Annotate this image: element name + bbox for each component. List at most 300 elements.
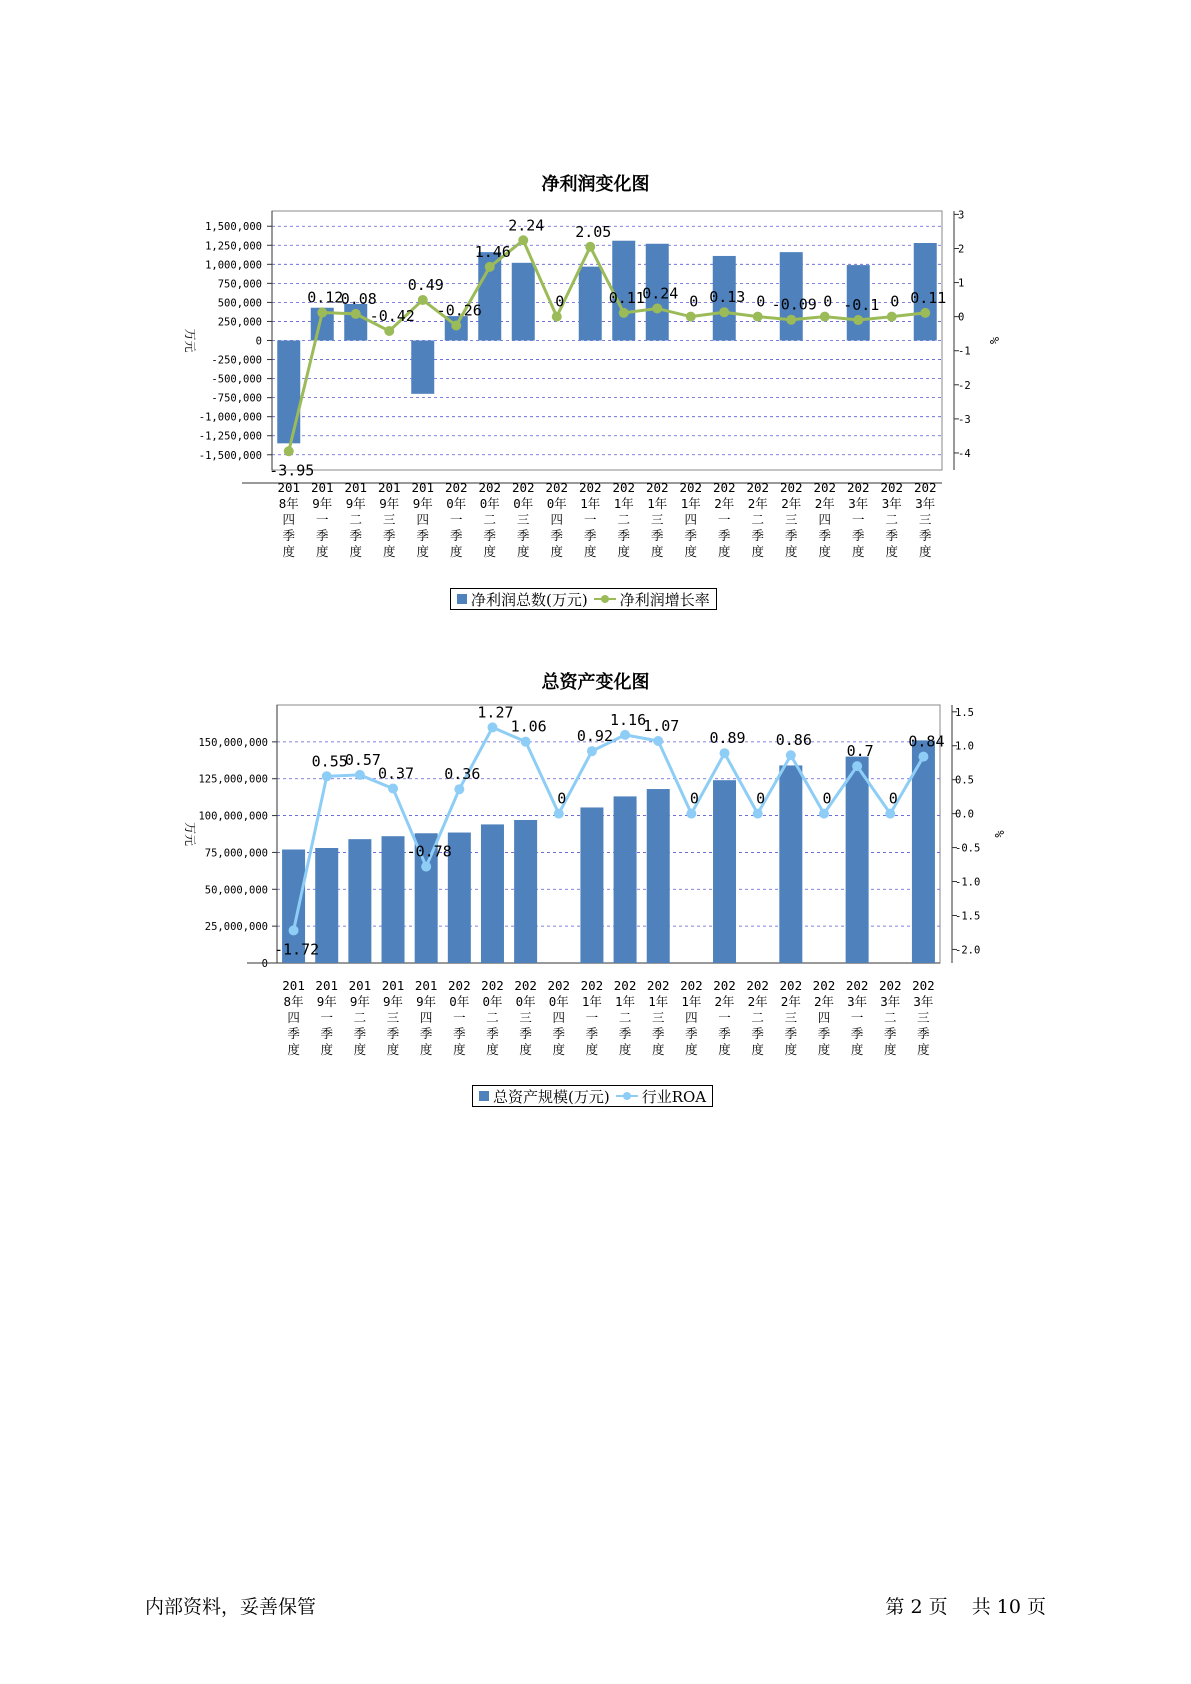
- category-tick-label: 季: [552, 1026, 566, 1041]
- data-label: 0: [890, 292, 900, 311]
- category-tick-label: 季: [519, 1026, 532, 1041]
- category-tick-label: 三: [784, 1010, 798, 1025]
- data-label: 0: [756, 292, 766, 311]
- category-tick-label: 202: [645, 480, 669, 495]
- category-tick-label: 四: [419, 1010, 433, 1025]
- data-label: 2.24: [508, 216, 545, 235]
- category-tick-label: 3年: [913, 994, 934, 1009]
- left-axis-tick-label: 50,000,000: [204, 884, 268, 897]
- data-label: 1.16: [610, 710, 647, 729]
- line-point: [585, 242, 595, 252]
- line-point: [653, 736, 663, 746]
- category-tick-label: 度: [583, 544, 597, 559]
- right-axis-tick-label: 0: [958, 311, 965, 324]
- category-tick-label: 季: [850, 1026, 864, 1041]
- data-label: 0: [823, 292, 833, 311]
- line-point: [587, 746, 597, 756]
- category-tick-label: 度: [651, 1042, 665, 1057]
- category-tick-label: 202: [580, 978, 604, 993]
- bar: [512, 263, 535, 341]
- footer-right: 第 2 页 共 10 页: [885, 1596, 1046, 1618]
- category-tick-label: 三: [516, 512, 530, 527]
- category-tick-label: 四: [685, 1010, 698, 1025]
- category-tick-label: 季: [618, 1026, 632, 1041]
- legend-line-swatch: [616, 1091, 638, 1101]
- category-tick-label: 一: [850, 1010, 864, 1025]
- category-tick-label: 季: [416, 528, 430, 543]
- category-tick-label: 三: [918, 512, 932, 527]
- category-tick-label: 一: [851, 512, 865, 527]
- line-point: [322, 771, 332, 781]
- category-tick-label: 三: [784, 512, 798, 527]
- data-label: 0: [689, 292, 699, 311]
- category-tick-label: 季: [650, 528, 664, 543]
- category-tick-label: 二: [349, 512, 363, 527]
- category-tick-label: 9年: [379, 496, 400, 511]
- line-point: [518, 235, 528, 245]
- right-axis-tick-label: 0.0: [955, 808, 974, 821]
- category-tick-label: 0年: [479, 496, 500, 511]
- category-tick-label: 202: [713, 978, 736, 993]
- footer-left: 内部资料，妥善保管: [145, 1596, 317, 1618]
- line-point: [418, 295, 428, 305]
- data-label: 0.08: [340, 289, 377, 308]
- data-label: 0: [557, 789, 567, 808]
- right-axis-tick-label: -1.0: [955, 876, 981, 889]
- bar: [382, 836, 405, 963]
- category-tick-label: 二: [884, 1010, 897, 1025]
- bar: [846, 757, 869, 963]
- right-axis-tick-label: -2.0: [955, 944, 981, 957]
- category-tick-label: 202: [613, 978, 637, 993]
- category-tick-label: 度: [486, 1042, 499, 1057]
- category-tick-label: 9年: [416, 994, 437, 1009]
- category-tick-label: 度: [552, 1042, 566, 1057]
- bar: [411, 341, 434, 394]
- category-tick-label: 季: [751, 528, 765, 543]
- total-assets-chart: [0, 700, 1191, 1100]
- right-axis-tick-label: -1.5: [955, 910, 981, 923]
- category-tick-label: 201: [414, 978, 438, 993]
- line-point: [686, 312, 696, 322]
- data-label: 2.05: [575, 222, 612, 241]
- category-tick-label: 度: [817, 1042, 831, 1057]
- category-tick-label: 一: [718, 1010, 731, 1025]
- category-tick-label: 季: [287, 1026, 300, 1041]
- left-axis-tick-label: 1,500,000: [205, 221, 262, 234]
- category-tick-label: 0年: [482, 994, 503, 1009]
- right-axis-tick-label: 1: [958, 277, 965, 290]
- category-tick-label: 三: [519, 1010, 532, 1025]
- category-tick-label: 二: [751, 1010, 764, 1025]
- category-tick-label: 度: [885, 544, 899, 559]
- line-point: [351, 309, 361, 319]
- left-axis-tick-label: 25,000,000: [204, 921, 268, 934]
- category-tick-label: 一: [315, 512, 329, 527]
- category-tick-label: 度: [784, 1042, 798, 1057]
- legend-bar-swatch: [479, 1091, 489, 1101]
- right-axis-tick-label: -4: [958, 447, 971, 460]
- category-tick-label: 3年: [915, 496, 936, 511]
- category-tick-label: 度: [684, 544, 698, 559]
- category-tick-label: 一: [717, 512, 731, 527]
- line-point: [284, 446, 294, 456]
- category-tick-label: 202: [545, 480, 569, 495]
- category-tick-label: 二: [885, 512, 899, 527]
- category-tick-label: 二: [618, 1010, 632, 1025]
- line-point: [753, 312, 763, 322]
- line-point: [485, 262, 495, 272]
- category-tick-label: 9年: [345, 496, 366, 511]
- line-point: [388, 784, 398, 794]
- category-tick-label: 度: [516, 544, 530, 559]
- category-tick-label: 1年: [680, 496, 701, 511]
- left-axis-tick-label: 125,000,000: [198, 773, 268, 786]
- left-axis-tick-label: -250,000: [211, 354, 262, 367]
- category-tick-label: 度: [519, 1042, 532, 1057]
- category-tick-label: 季: [885, 528, 899, 543]
- category-tick-label: 202: [845, 978, 869, 993]
- line-point: [918, 752, 928, 762]
- net-profit-chart: [0, 200, 1191, 640]
- legend-label: 净利润增长率: [619, 590, 710, 609]
- category-tick-label: 季: [419, 1026, 433, 1041]
- category-tick-label: 度: [917, 1042, 930, 1057]
- category-tick-label: 季: [884, 1026, 897, 1041]
- category-tick-label: 201: [310, 480, 334, 495]
- category-tick-label: 三: [386, 1010, 400, 1025]
- category-tick-label: 一: [453, 1010, 466, 1025]
- left-axis-tick-label: 500,000: [217, 297, 262, 310]
- category-tick-label: 度: [717, 544, 731, 559]
- category-tick-label: 9年: [349, 994, 370, 1009]
- category-tick-label: 三: [917, 1010, 930, 1025]
- category-tick-label: 1年: [615, 994, 636, 1009]
- category-tick-label: 季: [684, 528, 698, 543]
- bar: [912, 740, 935, 963]
- category-tick-label: 季: [685, 1026, 698, 1041]
- data-label: 0.49: [407, 275, 444, 294]
- category-tick-label: 季: [516, 528, 530, 543]
- category-tick-label: 201: [315, 978, 339, 993]
- left-axis-tick-label: -750,000: [211, 392, 262, 405]
- category-tick-label: 度: [850, 1042, 864, 1057]
- line-point: [887, 312, 897, 322]
- category-tick-label: 2年: [714, 994, 735, 1009]
- category-tick-label: 202: [813, 480, 837, 495]
- category-tick-label: 2年: [780, 994, 801, 1009]
- category-tick-label: 季: [784, 528, 798, 543]
- right-axis-title: %: [987, 336, 1001, 345]
- right-axis-title: %: [992, 830, 1006, 838]
- category-tick-label: 202: [680, 978, 703, 993]
- data-label: 1.06: [510, 717, 547, 736]
- category-tick-label: 201: [344, 480, 368, 495]
- category-tick-label: 季: [386, 1026, 400, 1041]
- category-tick-label: 三: [382, 512, 396, 527]
- category-tick-label: 度: [751, 1042, 764, 1057]
- category-tick-label: 202: [913, 480, 937, 495]
- category-tick-label: 季: [320, 1026, 333, 1041]
- category-tick-label: 度: [353, 1042, 367, 1057]
- line-point: [552, 312, 562, 322]
- data-label: 1.07: [643, 716, 680, 735]
- category-tick-label: 四: [817, 1010, 831, 1025]
- left-axis-tick-label: -1,500,000: [198, 449, 262, 462]
- category-tick-label: 度: [453, 1042, 466, 1057]
- category-tick-label: 度: [751, 544, 765, 559]
- category-tick-label: 2年: [781, 496, 802, 511]
- category-tick-label: 度: [287, 1042, 300, 1057]
- left-axis-tick-label: 1,250,000: [205, 240, 262, 253]
- category-tick-label: 1年: [581, 994, 602, 1009]
- line-point: [753, 809, 763, 819]
- bar: [779, 765, 802, 963]
- data-label: 1.46: [474, 242, 511, 261]
- category-tick-label: 季: [349, 528, 363, 543]
- category-tick-label: 季: [353, 1026, 367, 1041]
- category-tick-label: 度: [617, 544, 631, 559]
- category-tick-label: 季: [282, 528, 296, 543]
- left-axis-tick-label: -500,000: [211, 373, 262, 386]
- category-tick-label: 201: [411, 480, 435, 495]
- category-tick-label: 四: [282, 512, 296, 527]
- bar: [277, 341, 300, 444]
- category-tick-label: 四: [552, 1010, 566, 1025]
- category-tick-label: 二: [353, 1010, 367, 1025]
- bar: [348, 839, 371, 963]
- category-tick-label: 202: [511, 480, 535, 495]
- category-tick-label: 1年: [647, 496, 668, 511]
- category-tick-label: 202: [746, 978, 769, 993]
- category-tick-label: 201: [282, 978, 305, 993]
- left-axis-tick-label: 1,000,000: [205, 259, 262, 272]
- category-tick-label: 季: [918, 528, 932, 543]
- category-tick-label: 度: [419, 1042, 433, 1057]
- category-tick-label: 0年: [546, 496, 567, 511]
- category-tick-label: 度: [718, 1042, 731, 1057]
- category-tick-label: 四: [416, 512, 430, 527]
- category-tick-label: 1年: [613, 496, 634, 511]
- bar: [614, 796, 637, 963]
- category-tick-label: 202: [444, 480, 468, 495]
- category-tick-label: 季: [449, 528, 463, 543]
- category-tick-label: 一: [320, 1010, 333, 1025]
- line-point: [355, 770, 365, 780]
- category-tick-label: 季: [382, 528, 396, 543]
- category-tick-label: 3年: [847, 994, 868, 1009]
- right-axis-tick-label: 2: [958, 243, 965, 256]
- bar: [481, 824, 504, 963]
- legend-item-net-profit-total: [457, 589, 588, 610]
- legend-label: 行业ROA: [641, 1087, 707, 1106]
- category-tick-label: 度: [550, 544, 564, 559]
- left-axis-tick-label: -1,000,000: [198, 411, 262, 424]
- left-axis-tick-label: 250,000: [217, 316, 262, 329]
- right-axis-tick-label: 0.5: [955, 774, 974, 787]
- category-tick-label: 季: [617, 528, 631, 543]
- category-tick-label: 3年: [880, 994, 901, 1009]
- category-tick-label: 202: [712, 480, 736, 495]
- category-tick-label: 202: [514, 978, 537, 993]
- left-axis-tick-label: 150,000,000: [198, 736, 268, 749]
- category-tick-label: 2年: [714, 496, 735, 511]
- category-tick-label: 3年: [848, 496, 869, 511]
- data-label: 0.92: [576, 727, 613, 746]
- category-tick-label: 度: [483, 544, 497, 559]
- category-tick-label: 0年: [513, 496, 534, 511]
- data-label: -0.26: [436, 301, 482, 320]
- line-point: [454, 784, 464, 794]
- category-tick-label: 201: [277, 480, 301, 495]
- right-axis-tick-label: -3: [958, 413, 971, 426]
- plot-area-frame: [272, 211, 942, 470]
- category-tick-label: 度: [618, 1042, 632, 1057]
- category-tick-label: 度: [349, 544, 363, 559]
- bar: [713, 780, 736, 963]
- category-tick-label: 度: [282, 544, 296, 559]
- net-profit-chart-title: 净利润变化图: [541, 174, 650, 195]
- category-tick-label: 8年: [278, 496, 299, 511]
- category-tick-label: 季: [651, 1026, 665, 1041]
- bar: [647, 789, 670, 963]
- category-tick-label: 季: [784, 1026, 798, 1041]
- legend-bar-swatch: [457, 594, 467, 604]
- legend-label: 总资产规模(万元): [493, 1087, 610, 1106]
- category-tick-label: 度: [320, 1042, 333, 1057]
- category-tick-label: 季: [751, 1026, 764, 1041]
- category-tick-label: 一: [585, 1010, 599, 1025]
- category-tick-label: 202: [912, 978, 935, 993]
- category-tick-label: 0年: [446, 496, 467, 511]
- category-tick-label: 9年: [412, 496, 433, 511]
- line-point: [421, 862, 431, 872]
- category-tick-label: 季: [583, 528, 597, 543]
- category-tick-label: 度: [884, 1042, 897, 1057]
- data-label: 0.37: [377, 764, 415, 783]
- category-tick-label: 二: [483, 512, 497, 527]
- right-axis-tick-label: -2: [958, 379, 971, 392]
- line-point: [853, 315, 863, 325]
- category-tick-label: 度: [315, 544, 329, 559]
- data-label: 0.11: [608, 288, 645, 307]
- data-label: 1.27: [477, 703, 514, 722]
- line-point: [852, 761, 862, 771]
- left-axis-title: 万元: [183, 821, 197, 847]
- category-tick-label: 201: [348, 978, 372, 993]
- line-point: [487, 722, 497, 732]
- category-tick-label: 201: [381, 978, 405, 993]
- line-point: [317, 308, 327, 318]
- data-label: 0.11: [910, 288, 947, 307]
- category-tick-label: 202: [779, 480, 803, 495]
- data-label: 0.55: [311, 752, 348, 771]
- category-tick-label: 度: [449, 544, 463, 559]
- category-tick-label: 四: [287, 1010, 300, 1025]
- data-label: 0: [689, 789, 699, 808]
- total-assets-chart-title: 总资产变化图: [541, 672, 650, 693]
- category-tick-label: 1年: [681, 994, 702, 1009]
- category-tick-label: 季: [483, 528, 497, 543]
- category-tick-label: 1年: [648, 994, 669, 1009]
- category-tick-label: 季: [817, 1026, 831, 1041]
- line-point: [786, 315, 796, 325]
- category-tick-label: 度: [416, 544, 430, 559]
- category-tick-label: 四: [818, 512, 832, 527]
- category-tick-label: 二: [486, 1010, 499, 1025]
- category-tick-label: 度: [382, 544, 396, 559]
- category-tick-label: 四: [684, 512, 698, 527]
- category-tick-label: 0年: [548, 994, 569, 1009]
- category-tick-label: 2年: [747, 994, 768, 1009]
- data-label: 0: [822, 789, 832, 808]
- series-line: [289, 240, 926, 451]
- category-tick-label: 202: [478, 480, 502, 495]
- left-axis-tick-label: 0: [261, 958, 268, 970]
- data-label: 0.86: [775, 731, 812, 750]
- line-point: [686, 809, 696, 819]
- right-axis-tick-label: -0.5: [955, 842, 981, 855]
- category-tick-label: 二: [617, 512, 631, 527]
- data-label: 0.36: [444, 765, 481, 784]
- category-tick-label: 0年: [449, 994, 470, 1009]
- category-tick-label: 2年: [747, 496, 768, 511]
- line-point: [620, 730, 630, 740]
- data-label: -0.42: [369, 306, 415, 325]
- category-tick-label: 202: [880, 480, 904, 495]
- line-point: [619, 308, 629, 318]
- line-point: [384, 326, 394, 336]
- data-label: 0.7: [846, 742, 874, 761]
- category-tick-label: 季: [718, 1026, 731, 1041]
- category-tick-label: 201: [377, 480, 401, 495]
- line-point: [451, 321, 461, 331]
- left-axis-tick-label: 75,000,000: [204, 847, 268, 860]
- line-point: [820, 312, 830, 322]
- category-tick-label: 202: [679, 480, 703, 495]
- category-tick-label: 季: [315, 528, 329, 543]
- data-label: 0: [555, 292, 565, 311]
- data-label: 0.12: [307, 288, 344, 307]
- line-point: [719, 307, 729, 317]
- category-tick-label: 9年: [312, 496, 333, 511]
- category-tick-label: 3年: [881, 496, 902, 511]
- bar: [579, 267, 602, 341]
- category-tick-label: 三: [650, 512, 664, 527]
- category-tick-label: 2年: [814, 496, 835, 511]
- category-tick-label: 202: [812, 978, 836, 993]
- legend-line-swatch: [594, 594, 616, 604]
- category-tick-label: 202: [612, 480, 636, 495]
- line-point: [920, 308, 930, 318]
- category-tick-label: 度: [818, 544, 832, 559]
- line-point: [521, 737, 531, 747]
- category-tick-label: 一: [583, 512, 597, 527]
- bar: [580, 807, 603, 963]
- legend-item-net-profit-growth: [594, 589, 710, 610]
- category-tick-label: 202: [448, 978, 471, 993]
- data-label: -0.78: [406, 842, 452, 861]
- category-tick-label: 一: [449, 512, 463, 527]
- category-tick-label: 度: [585, 1042, 599, 1057]
- category-tick-label: 9年: [316, 994, 337, 1009]
- category-tick-label: 二: [751, 512, 765, 527]
- right-axis-tick-label: 1.0: [955, 740, 974, 753]
- legend-item-industry-roa: [616, 1086, 706, 1107]
- category-tick-label: 8年: [283, 994, 304, 1009]
- category-tick-label: 度: [851, 544, 865, 559]
- data-label: -0.1: [843, 296, 880, 315]
